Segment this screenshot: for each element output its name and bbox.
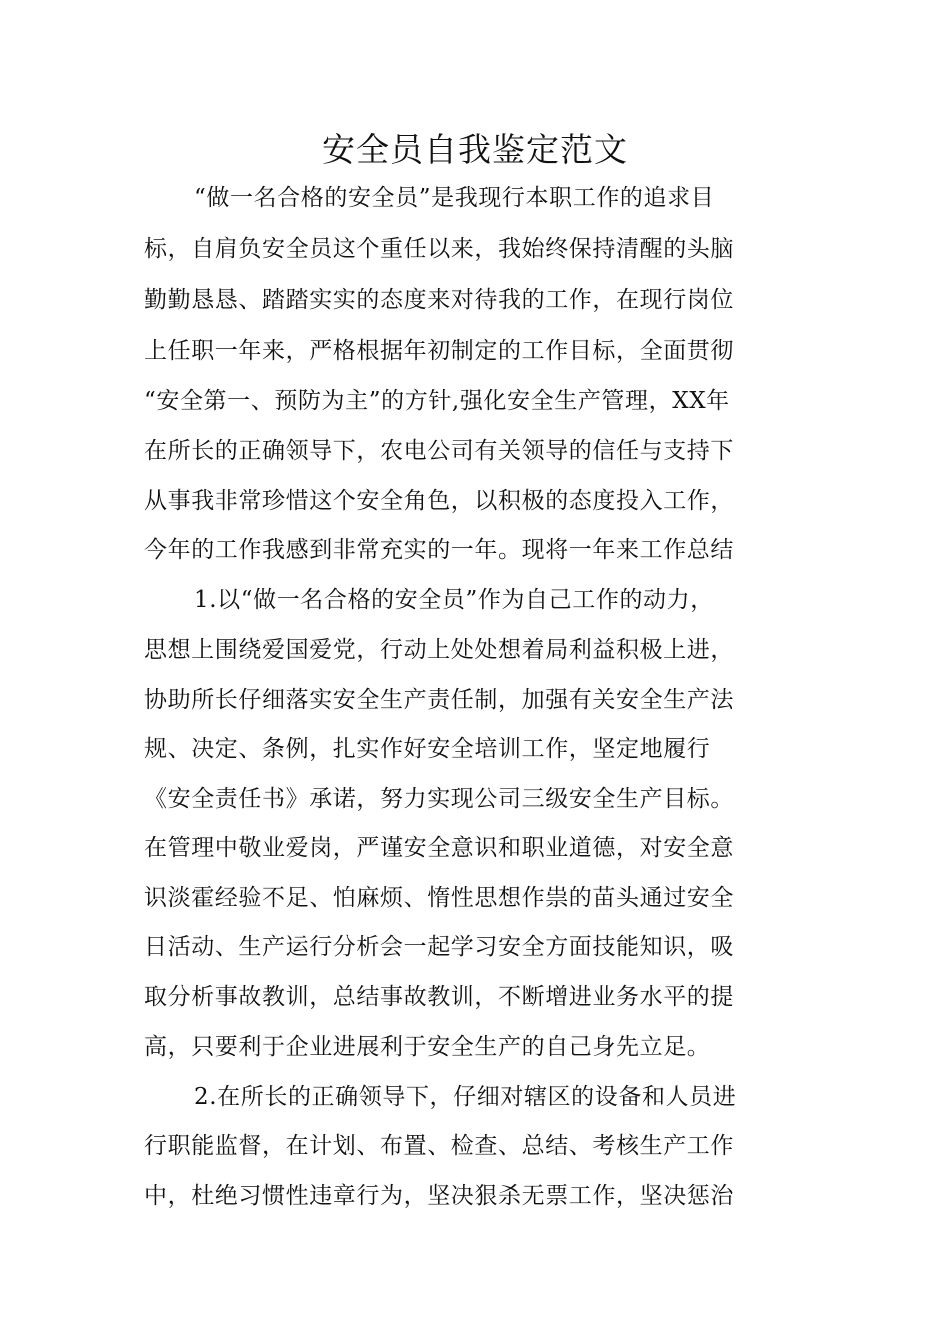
document-title: 安全员自我鉴定范文 bbox=[322, 130, 628, 169]
paragraph-line: 思想上围绕爱国爱党，行动上处处想着局利益积极上进， bbox=[144, 637, 734, 663]
paragraph-line: 取分析事故教训，总结事故教训，不断增进业务水平的提 bbox=[144, 984, 734, 1010]
paragraph-line: 在管理中敬业爱岗，严谨安全意识和职业道德，对安全意 bbox=[144, 835, 734, 861]
paragraph-line: 1.以“做一名合格的安全员”作为自己工作的动力， bbox=[194, 587, 714, 613]
paragraph-line: 2.在所长的正确领导下，仔细对辖区的设备和人员进 bbox=[194, 1084, 737, 1110]
paragraph-line: 《安全责任书》承诺，努力实现公司三级安全生产目标。 bbox=[144, 786, 734, 812]
paragraph-line: 规、决定、条例，扎实作好安全培训工作，坚定地履行 bbox=[144, 736, 711, 762]
paragraph-line: 今年的工作我感到非常充实的一年。现将一年来工作总结 bbox=[144, 537, 734, 563]
paragraph-line: “安全第一、预防为主”的方针,强化安全生产管理，XX年 bbox=[144, 388, 730, 414]
paragraph-line: 高，只要利于企业进展利于安全生产的自己身先立足。 bbox=[144, 1034, 711, 1060]
paragraph-line: 识淡霍经验不足、怕麻烦、惰性思想作祟的苗头通过安全 bbox=[144, 885, 734, 911]
paragraph-line: 行职能监督，在计划、布置、检查、总结、考核生产工作 bbox=[144, 1133, 734, 1159]
paragraph-line: 日活动、生产运行分析会一起学习安全方面技能知识，吸 bbox=[144, 934, 734, 960]
paragraph-line: 上任职一年来，严格根据年初制定的工作目标，全面贯彻 bbox=[144, 338, 734, 364]
paragraph-line: 中，杜绝习惯性违章行为，坚决狠杀无票工作，坚决惩治 bbox=[144, 1183, 734, 1209]
paragraph-line: 从事我非常珍惜这个安全角色，以积极的态度投入工作， bbox=[144, 488, 734, 514]
paragraph-line: 标，自肩负安全员这个重任以来，我始终保持清醒的头脑 bbox=[144, 236, 734, 262]
paragraph-line: 在所长的正确领导下，农电公司有关领导的信任与支持下 bbox=[144, 438, 734, 464]
paragraph-line: 勤勤恳恳、踏踏实实的态度来对待我的工作，在现行岗位 bbox=[144, 287, 734, 313]
paragraph-line: “做一名合格的安全员”是我现行本职工作的追求目 bbox=[194, 185, 715, 211]
paragraph-line: 协助所长仔细落实安全生产责任制，加强有关安全生产法 bbox=[144, 687, 734, 713]
